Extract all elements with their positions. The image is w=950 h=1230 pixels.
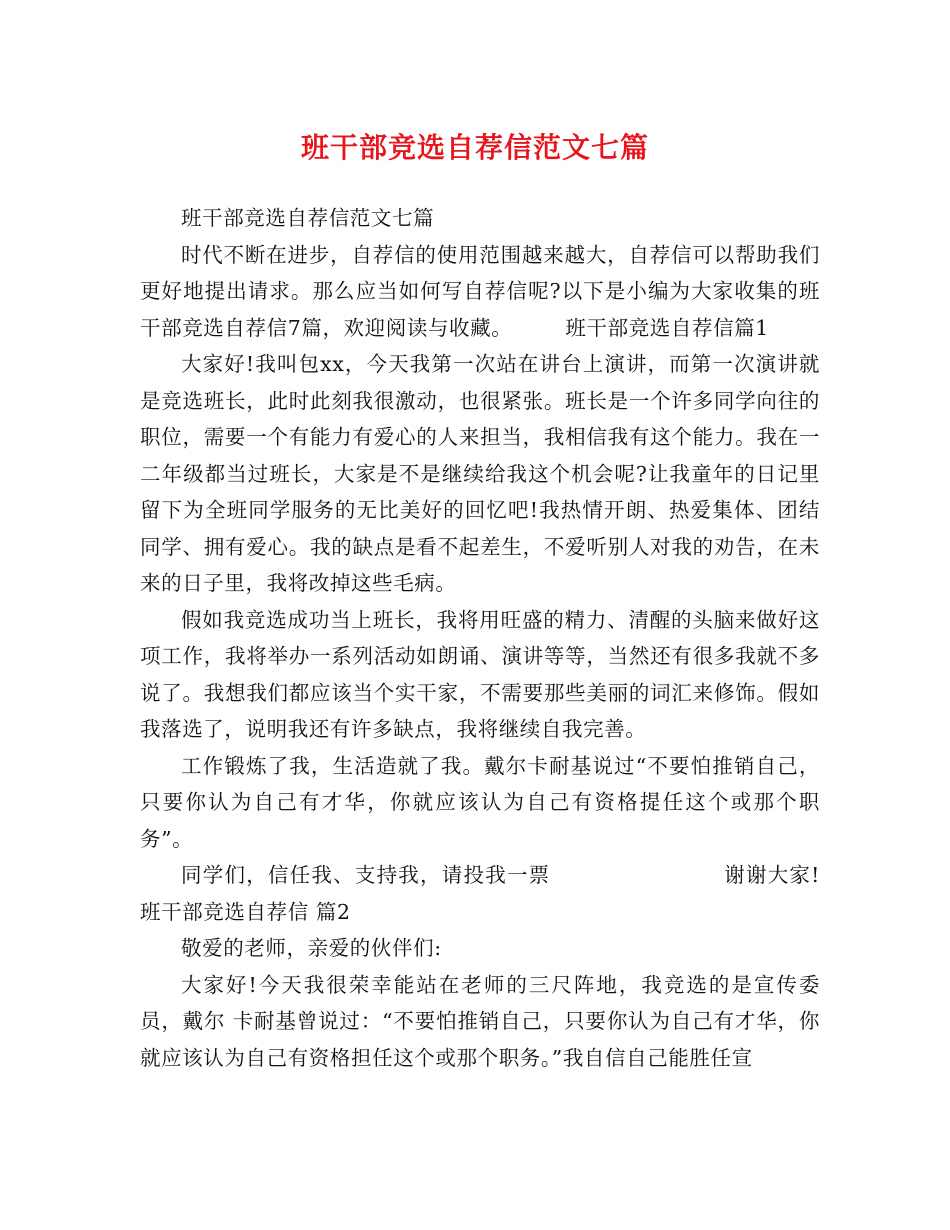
paragraph-speech-1-a: 大家好!我叫包xx，今天我第一次站在讲台上演讲，而第一次演讲就是竞选班长，此时此刻我很激动，也很紧张。班长是一个许多同学向往的职位，需要一个有能力有爱心的人来担当，我相信我有这个能力。我在一二年级都当过班长，大家是不是继续给我这个机会呢?让我童年的日记里留下为全班同学服务的无比美好的回忆吧!我热情开朗、热爱集体、团结同学、拥有爱心。我的缺点是看不起差生，不爱听别人对我的劝告，在未来的日子里，我将改掉这些毛病。 [140,352,820,595]
paragraph-heading: 班干部竞选自荐信范文七篇 [181,206,435,230]
paragraph-speech-1-c: 工作锻炼了我，生活造就了我。戴尔卡耐基说过“不要怕推销自己，只要你认为自己有才华，你就应该认为自己有资格提任这个或那个职务”。 [140,753,820,851]
document-body [140,200,820,1076]
paragraph-intro: 时代不断在进步，自荐信的使用范围越来越大，自荐信可以帮助我们更好地提出请求。那么应当如何写自荐信呢?以下是小编为大家收集的班干部竞选自荐信7篇，欢迎阅读与收藏。 班干部竞选自荐信篇1 [140,242,820,340]
paragraph-speech-1-b: 假如我竞选成功当上班长，我将用旺盛的精力、清醒的头脑来做好这项工作，我将举办一系列活动如朗诵、演讲等等，当然还有很多我就不多说了。我想我们都应该当个实干家，不需要那些美丽的词汇来修饰。假如我落选了，说明我还有许多缺点，我将继续自我完善。 [140,607,820,741]
paragraph-speech-1-closing: 同学们，信任我、支持我，请投我一票 谢谢大家!班干部竞选自荐信 篇2 [140,863,820,924]
document-title: 班干部竞选自荐信范文七篇 [300,131,649,164]
paragraph-speech-2-a: 大家好!今天我很荣幸能站在老师的三尺阵地，我竞选的是宣传委员，戴尔 卡耐基曾说过：“不要怕推销自己，只要你认为自己有才华，你就应该认为自己有资格担任这个或那个职务。”我自信自己能胜任宣 [140,972,820,1070]
paragraph-salutation: 敬爱的老师，亲爱的伙伴们: [181,936,442,960]
